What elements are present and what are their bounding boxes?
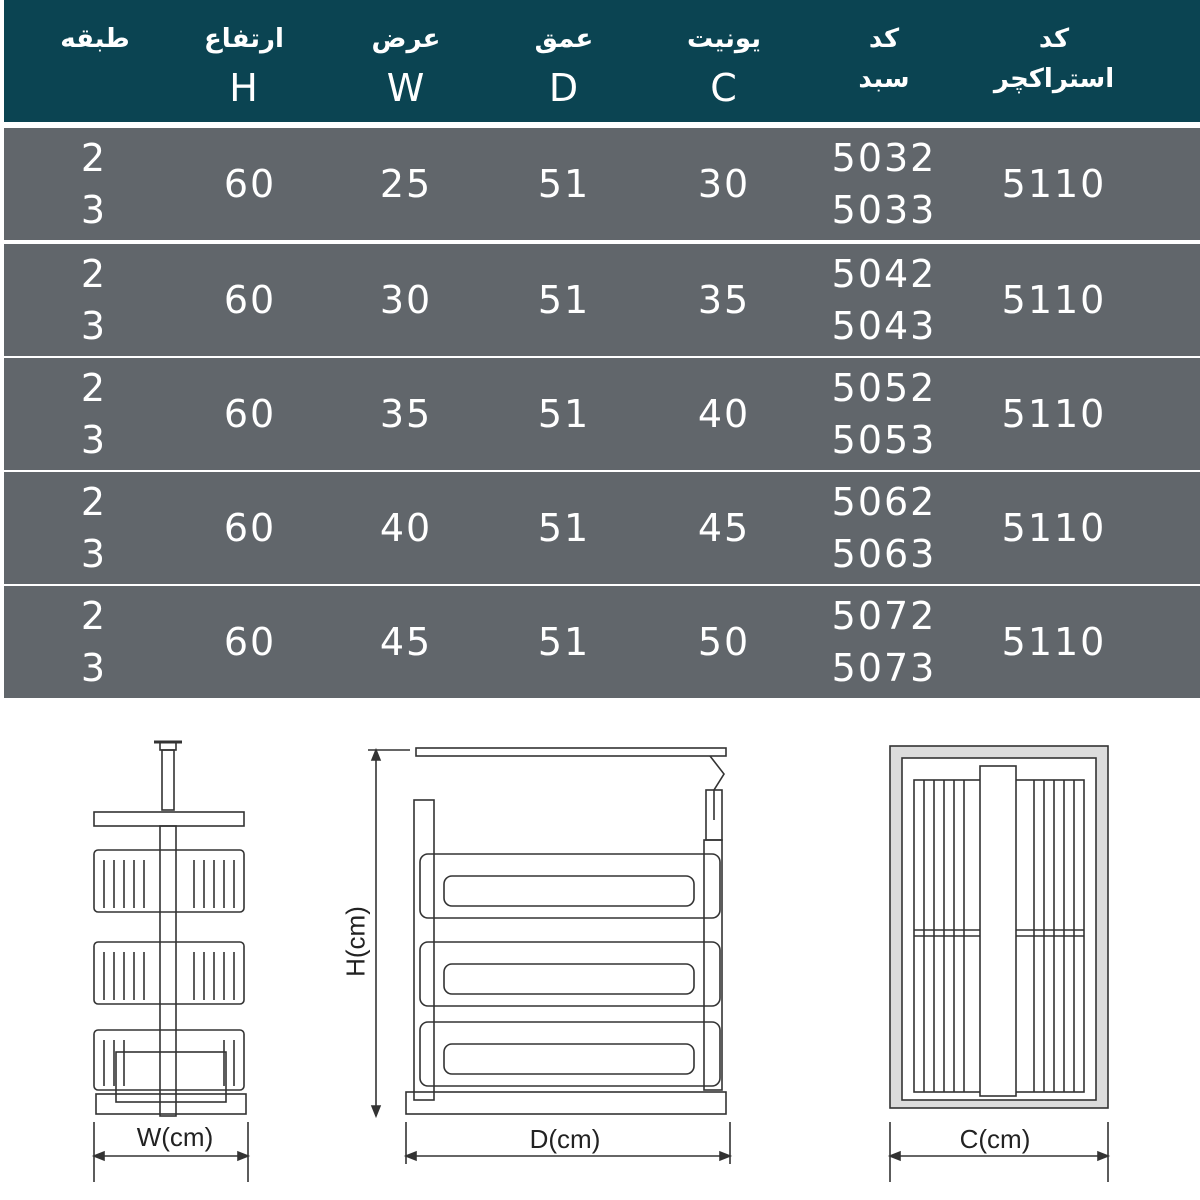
height-cell: 60 — [223, 620, 277, 664]
basket-code-cell: 5033 — [831, 188, 937, 232]
header-height-letter: H — [229, 66, 259, 110]
tier-cell: 3 — [80, 188, 108, 232]
tier-cell: 3 — [80, 304, 108, 348]
header-depth — [504, 0, 624, 122]
tier-cell: 3 — [80, 532, 108, 576]
basket-code-cell: 5073 — [831, 646, 937, 690]
table-row — [4, 244, 1200, 356]
width-cell: 45 — [379, 620, 433, 664]
unit-cell: 30 — [697, 162, 751, 206]
unit-cell: 35 — [697, 278, 751, 322]
header-height — [184, 0, 304, 122]
width-cell: 35 — [379, 392, 433, 436]
basket-code-cell: 5062 — [831, 480, 937, 524]
height-cell: 60 — [223, 162, 277, 206]
tier-cell: 3 — [80, 646, 108, 690]
depth-cell: 51 — [537, 392, 591, 436]
tier-cell: 3 — [80, 418, 108, 462]
height-cell: 60 — [223, 278, 277, 322]
width-cell: 25 — [379, 162, 433, 206]
unit-cell: 45 — [697, 506, 751, 550]
structure-code-cell: 5110 — [1001, 278, 1107, 322]
basket-code-cell: 5042 — [831, 252, 937, 296]
unit-cell: 40 — [697, 392, 751, 436]
basket-code-cell: 5053 — [831, 418, 937, 462]
header-structure-code-line2: استراکچر — [993, 64, 1115, 94]
tier-cell: 2 — [80, 480, 108, 524]
top-view-drawing — [880, 730, 1120, 1190]
height-cell: 60 — [223, 392, 277, 436]
depth-cell: 51 — [537, 506, 591, 550]
tier-cell: 2 — [80, 594, 108, 638]
technical-drawings — [0, 730, 1200, 1200]
header-width-label: عرض — [371, 24, 441, 54]
structure-code-cell: 5110 — [1001, 392, 1107, 436]
unit-cell: 50 — [697, 620, 751, 664]
height-dimension-label: H(cm) — [340, 906, 371, 977]
tier-cell: 2 — [80, 136, 108, 180]
header-basket-code — [824, 0, 944, 122]
table-row — [4, 472, 1200, 584]
tier-cell: 2 — [80, 252, 108, 296]
depth-dimension-label: D(cm) — [529, 1124, 601, 1154]
header-structure-code-line1: کد — [1038, 24, 1070, 54]
basket-code-cell: 5032 — [831, 136, 937, 180]
width-dimension-label: W(cm) — [136, 1122, 214, 1152]
structure-code-cell: 5110 — [1001, 506, 1107, 550]
depth-cell: 51 — [537, 620, 591, 664]
basket-code-cell: 5052 — [831, 366, 937, 410]
basket-code-cell: 5043 — [831, 304, 937, 348]
header-depth-label: عمق — [534, 24, 594, 54]
height-cell: 60 — [223, 506, 277, 550]
depth-cell: 51 — [537, 162, 591, 206]
header-basket-code-line1: کد — [868, 24, 900, 54]
width-cell: 40 — [379, 506, 433, 550]
width-cell: 30 — [379, 278, 433, 322]
header-unit-label: یونیت — [687, 24, 761, 54]
basket-tier-1 — [94, 850, 244, 912]
header-unit — [664, 0, 784, 122]
structure-code-cell: 5110 — [1001, 162, 1107, 206]
basket-code-cell: 5063 — [831, 532, 937, 576]
header-unit-letter: C — [710, 66, 738, 110]
side-view-drawing — [340, 730, 760, 1190]
header-depth-letter: D — [548, 66, 580, 110]
header-width-letter: W — [386, 66, 426, 110]
header-height-label: ارتفاع — [204, 24, 284, 54]
header-width — [346, 0, 466, 122]
unit-dimension-label: C(cm) — [959, 1124, 1031, 1154]
table-row — [4, 586, 1200, 698]
table-header — [4, 0, 1200, 122]
basket-code-cell: 5072 — [831, 594, 937, 638]
header-tier — [40, 0, 150, 122]
structure-code-cell: 5110 — [1001, 620, 1107, 664]
depth-cell: 51 — [537, 278, 591, 322]
front-view-drawing — [60, 730, 290, 1190]
header-structure-code — [984, 0, 1124, 122]
tier-cell: 2 — [80, 366, 108, 410]
table-row — [4, 128, 1200, 240]
header-tier-label: طبقه — [60, 24, 130, 54]
header-basket-code-line2: سبد — [858, 64, 910, 94]
table-row — [4, 358, 1200, 470]
basket-tier-2 — [94, 942, 244, 1004]
